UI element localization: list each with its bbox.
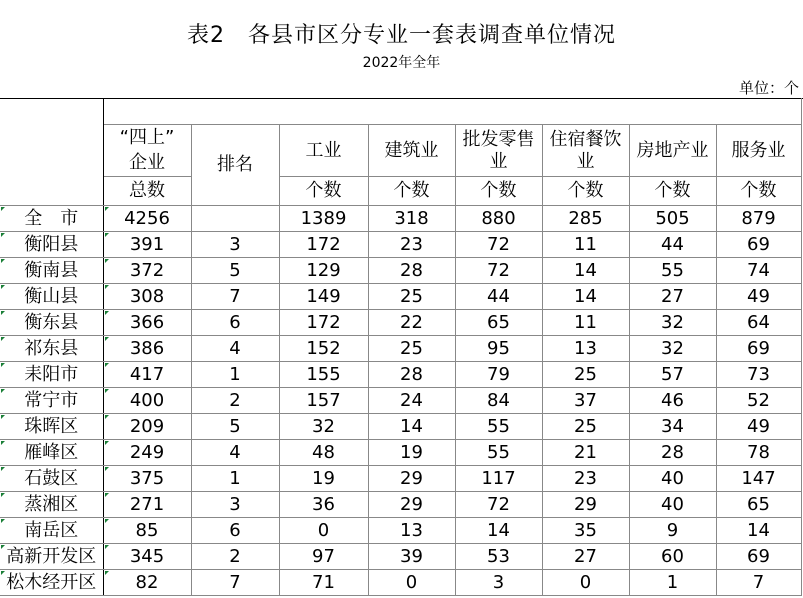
wholesale-cell: 65 [455,310,542,336]
realestate-cell: 46 [629,388,716,414]
total-count: 271 [103,492,191,518]
region-name: 高新开发区 [0,544,103,570]
header-rank: 排名 [191,125,279,206]
header-hotel: 住宿餐饮业 [542,125,629,177]
total-count: 308 [103,284,191,310]
construction-cell: 318 [368,206,455,232]
total-count: 400 [103,388,191,414]
table-row [0,232,801,258]
total-count: 85 [103,518,191,544]
table-row [0,440,801,466]
service-cell: 65 [716,492,801,518]
table-row [0,466,801,492]
construction-cell: 29 [368,492,455,518]
rank-cell: 3 [191,232,279,258]
region-name: 耒阳市 [0,362,103,388]
rank-cell: 1 [191,362,279,388]
realestate-cell: 9 [629,518,716,544]
table-row [0,492,801,518]
rank-cell: 7 [191,570,279,596]
construction-cell: 39 [368,544,455,570]
table-row [0,284,801,310]
header-industry: 工业 [279,125,368,177]
region-name: 南岳区 [0,518,103,544]
region-name: 衡山县 [0,284,103,310]
hotel-cell: 27 [542,544,629,570]
construction-cell: 29 [368,466,455,492]
total-count: 4256 [103,206,191,232]
hotel-cell: 35 [542,518,629,544]
hotel-cell: 23 [542,466,629,492]
service-cell: 7 [716,570,801,596]
unit-service: 个数 [716,177,801,206]
industry-cell: 97 [279,544,368,570]
wholesale-cell: 14 [455,518,542,544]
region-name: 石鼓区 [0,466,103,492]
hotel-cell: 14 [542,284,629,310]
total-count: 391 [103,232,191,258]
industry-cell: 172 [279,232,368,258]
wholesale-cell: 880 [455,206,542,232]
industry-cell: 36 [279,492,368,518]
region-name: 衡南县 [0,258,103,284]
service-cell: 147 [716,466,801,492]
unit-industry: 个数 [279,177,368,206]
service-cell: 14 [716,518,801,544]
total-count: 375 [103,466,191,492]
industry-cell: 155 [279,362,368,388]
realestate-cell: 27 [629,284,716,310]
header-spacer-cell [103,98,801,125]
header-wholesale: 批发零售业 [455,125,542,177]
realestate-cell: 32 [629,310,716,336]
total-count: 372 [103,258,191,284]
hotel-cell: 25 [542,362,629,388]
region-name: 衡阳县 [0,232,103,258]
table-row [0,258,801,284]
hotel-cell: 37 [542,388,629,414]
total-count: 209 [103,414,191,440]
realestate-cell: 1 [629,570,716,596]
hotel-cell: 13 [542,336,629,362]
rank-cell: 2 [191,388,279,414]
region-name: 常宁市 [0,388,103,414]
wholesale-cell: 44 [455,284,542,310]
service-cell: 879 [716,206,801,232]
region-name: 珠晖区 [0,414,103,440]
header-service: 服务业 [716,125,801,177]
table-row [0,362,801,388]
region-name: 蒸湘区 [0,492,103,518]
header-unit-row [0,177,801,206]
hotel-cell: 25 [542,414,629,440]
header-construction: 建筑业 [368,125,455,177]
wholesale-cell: 3 [455,570,542,596]
construction-cell: 14 [368,414,455,440]
construction-cell: 19 [368,440,455,466]
table-subtitle: 2022年全年 [362,55,441,71]
table-row [0,544,801,570]
industry-cell: 32 [279,414,368,440]
industry-cell: 152 [279,336,368,362]
realestate-cell: 40 [629,492,716,518]
unit-realestate: 个数 [629,177,716,206]
hotel-cell: 0 [542,570,629,596]
realestate-cell: 60 [629,544,716,570]
construction-cell: 28 [368,362,455,388]
realestate-cell: 28 [629,440,716,466]
wholesale-cell: 72 [455,232,542,258]
unit-wholesale: 个数 [455,177,542,206]
service-cell: 69 [716,544,801,570]
header-corner-cell [0,98,103,206]
service-cell: 64 [716,310,801,336]
construction-cell: 25 [368,284,455,310]
service-cell: 73 [716,362,801,388]
industry-cell: 1389 [279,206,368,232]
hotel-cell: 14 [542,258,629,284]
total-count: 345 [103,544,191,570]
industry-cell: 129 [279,258,368,284]
construction-cell: 23 [368,232,455,258]
total-count: 417 [103,362,191,388]
rank-cell: 4 [191,336,279,362]
region-name: 祁东县 [0,336,103,362]
table-row [0,310,801,336]
header-row [0,125,801,151]
wholesale-cell: 72 [455,258,542,284]
wholesale-cell: 72 [455,492,542,518]
hotel-cell: 21 [542,440,629,466]
realestate-cell: 57 [629,362,716,388]
table-row [0,388,801,414]
wholesale-cell: 84 [455,388,542,414]
rank-cell: 5 [191,258,279,284]
service-cell: 52 [716,388,801,414]
realestate-cell: 34 [629,414,716,440]
header-sishang-line2: 企业 [103,150,191,177]
industry-cell: 0 [279,518,368,544]
total-count: 366 [103,310,191,336]
wholesale-cell: 79 [455,362,542,388]
service-cell: 78 [716,440,801,466]
hotel-cell: 29 [542,492,629,518]
construction-cell: 28 [368,258,455,284]
survey-table [0,98,802,596]
wholesale-cell: 53 [455,544,542,570]
total-count: 82 [103,570,191,596]
total-count: 249 [103,440,191,466]
realestate-cell: 55 [629,258,716,284]
table-row [0,570,801,596]
realestate-cell: 505 [629,206,716,232]
header-blank-row [0,98,801,125]
service-cell: 49 [716,284,801,310]
service-cell: 69 [716,232,801,258]
rank-cell: 1 [191,466,279,492]
industry-cell: 48 [279,440,368,466]
rank-cell: 7 [191,284,279,310]
construction-cell: 24 [368,388,455,414]
rank-cell: 6 [191,518,279,544]
construction-cell: 13 [368,518,455,544]
region-name: 松木经开区 [0,570,103,596]
hotel-cell: 11 [542,310,629,336]
realestate-cell: 40 [629,466,716,492]
table-title: 表2 各县市区分专业一套表调查单位情况 [187,23,616,48]
region-name: 衡东县 [0,310,103,336]
hotel-cell: 11 [542,232,629,258]
region-name: 全 市 [0,206,103,232]
header-total: 总数 [103,177,191,206]
industry-cell: 19 [279,466,368,492]
table-row [0,414,801,440]
rank-cell: 4 [191,440,279,466]
realestate-cell: 44 [629,232,716,258]
header-realestate: 房地产业 [629,125,716,177]
table-row [0,336,801,362]
wholesale-cell: 55 [455,414,542,440]
rank-cell [191,206,279,232]
unit-label: 单位：个 [738,79,799,97]
unit-construction: 个数 [368,177,455,206]
unit-hotel: 个数 [542,177,629,206]
industry-cell: 149 [279,284,368,310]
service-cell: 49 [716,414,801,440]
industry-cell: 157 [279,388,368,414]
wholesale-cell: 117 [455,466,542,492]
industry-cell: 71 [279,570,368,596]
industry-cell: 172 [279,310,368,336]
construction-cell: 0 [368,570,455,596]
construction-cell: 22 [368,310,455,336]
rank-cell: 5 [191,414,279,440]
service-cell: 74 [716,258,801,284]
region-name: 雁峰区 [0,440,103,466]
table-row [0,206,801,232]
construction-cell: 25 [368,336,455,362]
service-cell: 69 [716,336,801,362]
total-count: 386 [103,336,191,362]
rank-cell: 3 [191,492,279,518]
wholesale-cell: 55 [455,440,542,466]
rank-cell: 6 [191,310,279,336]
wholesale-cell: 95 [455,336,542,362]
table-row [0,518,801,544]
header-sishang-line1: “四上” [103,125,191,151]
realestate-cell: 32 [629,336,716,362]
hotel-cell: 285 [542,206,629,232]
rank-cell: 2 [191,544,279,570]
